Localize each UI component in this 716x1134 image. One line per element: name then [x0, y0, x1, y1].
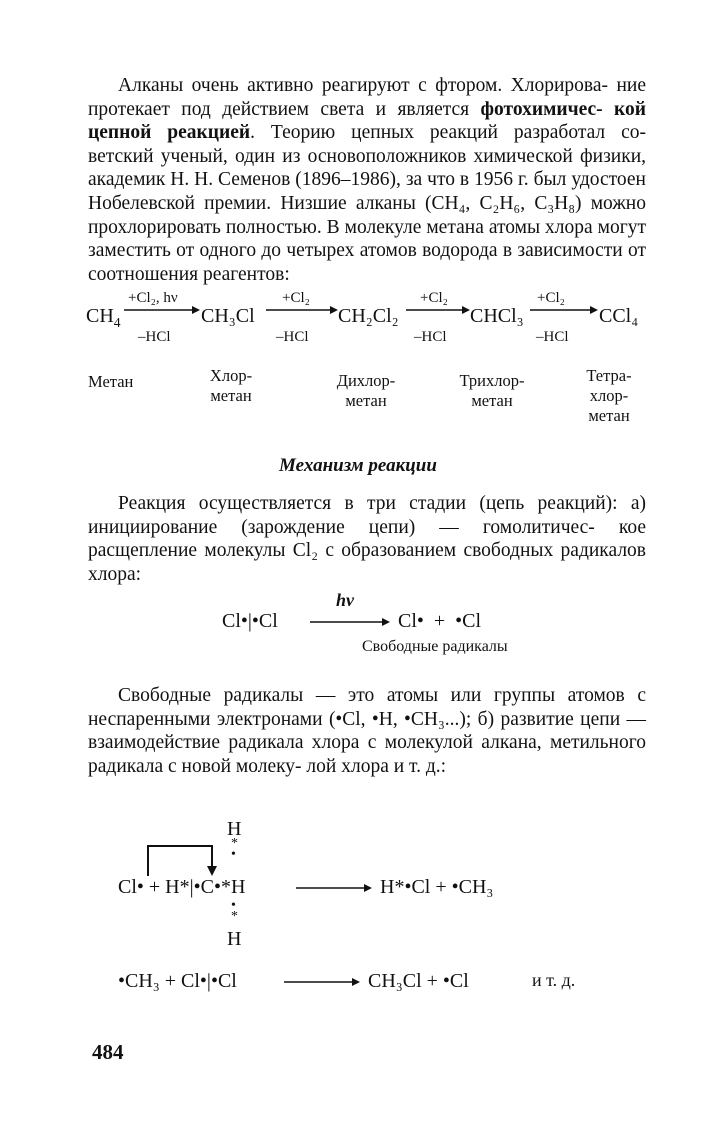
stages-paragraph — [88, 492, 646, 586]
electron-pair-bottom: • * — [231, 898, 238, 924]
propagation-2-etc: и т. д. — [532, 970, 576, 990]
intro-line-9: атомов водорода в зависимости от соотношения реагентов: — [88, 240, 647, 285]
radicals-line-2: с неспаренными электронами (•Cl, •H, •CH₃...); — [88, 685, 647, 730]
label-chloromethane: Хлор- метан — [209, 366, 253, 405]
intro-line-8: метана атомы хлора могут заместить от одного до четырех — [88, 216, 647, 262]
stages-line-4: радикалов хлора: — [88, 540, 647, 585]
arrow-2-bottom: –HCl — [276, 329, 309, 345]
radicals-paragraph — [88, 684, 646, 778]
arrow-1-bottom: –HCl — [138, 329, 171, 345]
initiation-right: Cl• + •Cl — [398, 610, 482, 632]
electron-transfer-bracket — [140, 842, 220, 876]
propagation-1-left: Cl• + H*|•C•*H — [118, 876, 246, 898]
intro-line-7: C₂H₆, C₃H₈) можно прохлорировать полностью. В молекуле — [88, 192, 646, 238]
methane-formula: $CH_4$ — [86, 305, 121, 330]
intro-line-4: ветский ученый, один из основоположников химической — [88, 145, 573, 167]
initiation-hv: hν — [336, 590, 354, 610]
radicals-line-4: молекулой алкана, метильного радикала с новой молеку- — [88, 732, 646, 777]
free-radicals-note: Свободные радикалы — [362, 638, 508, 655]
label-dichloromethane: Дихлор- метан — [336, 371, 396, 410]
methane-top-h: H — [227, 818, 242, 840]
arrow-4-bottom: –HCl — [536, 329, 569, 345]
label-methane: Метан — [88, 372, 134, 391]
radicals-line-1: Свободные радикалы — это атомы или группы атомов — [118, 685, 625, 706]
intro-line-1: Алканы очень активно реагируют с фтором. Хлорирова- — [118, 75, 609, 96]
intro-line-2a: ние протекает под действием света и является — [88, 75, 647, 120]
arrow-1-top: +Cl₂, hν — [128, 290, 178, 306]
radicals-line-3: б) развитие цепи — взаимодействие радикала хлора с — [88, 708, 646, 754]
methane-bottom-h: H — [227, 928, 242, 950]
propagation-2-arrow — [284, 976, 360, 988]
intro-bold-1: фотохимичес- — [480, 98, 603, 120]
arrow-3-bottom: –HCl — [414, 329, 447, 345]
radicals-line-5: лой хлора и т. д.: — [306, 755, 447, 777]
arrow-2-top: +Cl₂ — [282, 290, 310, 306]
propagation-2-left: •CH₃ + Cl•|•Cl — [118, 970, 237, 992]
arrow-3-top: +Cl₂ — [420, 290, 448, 306]
arrow-2 — [266, 304, 338, 316]
trichloromethane-formula: CHCl₃ — [470, 305, 524, 327]
section-heading: Механизм реакции — [279, 455, 437, 476]
dichloromethane-formula: CH₂Cl₂ — [338, 305, 399, 327]
initiation-left: Cl•|•Cl — [222, 610, 278, 632]
intro-bold-2: кой цепной реакцией — [88, 98, 647, 144]
chloromethane-formula: CH₃Cl — [201, 305, 255, 327]
page-number: 484 — [92, 1040, 124, 1064]
intro-line-3b: . Теорию цепных реакций разработал со- — [250, 122, 646, 144]
propagation-1-arrow — [296, 882, 372, 894]
initiation-arrow — [310, 616, 390, 628]
stages-line-3: кое расщепление молекулы Cl₂ с образованием свободных — [88, 516, 647, 562]
arrow-4 — [530, 304, 598, 316]
intro-paragraph — [88, 74, 646, 286]
stages-line-1: Реакция осуществляется в три стадии (цепь реакций): — [118, 493, 618, 514]
propagation-1-right: H*•Cl + •CH₃ — [380, 876, 494, 898]
intro-line-5: физики, академик Н. Н. Семенов (1896–1986), за что в 1956 г. — [88, 145, 647, 191]
arrow-1 — [124, 304, 200, 316]
arrow-4-top: +Cl₂ — [537, 290, 565, 306]
electron-pair-top: * • — [231, 836, 238, 862]
intro-line-6: был удостоен Нобелевской премии. Низшие алканы (CH₄, — [88, 169, 646, 214]
tetrachloromethane-formula: CCl₄ — [599, 305, 639, 327]
propagation-2-right: CH₃Cl + •Cl — [368, 970, 469, 992]
stages-line-2: а) инициирование (зарождение цепи) — гомолитичес- — [88, 493, 646, 538]
label-tetrachloromethane: Тетра- хлор- метан — [586, 366, 632, 425]
label-trichloromethane: Трихлор- метан — [459, 371, 525, 410]
arrow-3 — [406, 304, 470, 316]
